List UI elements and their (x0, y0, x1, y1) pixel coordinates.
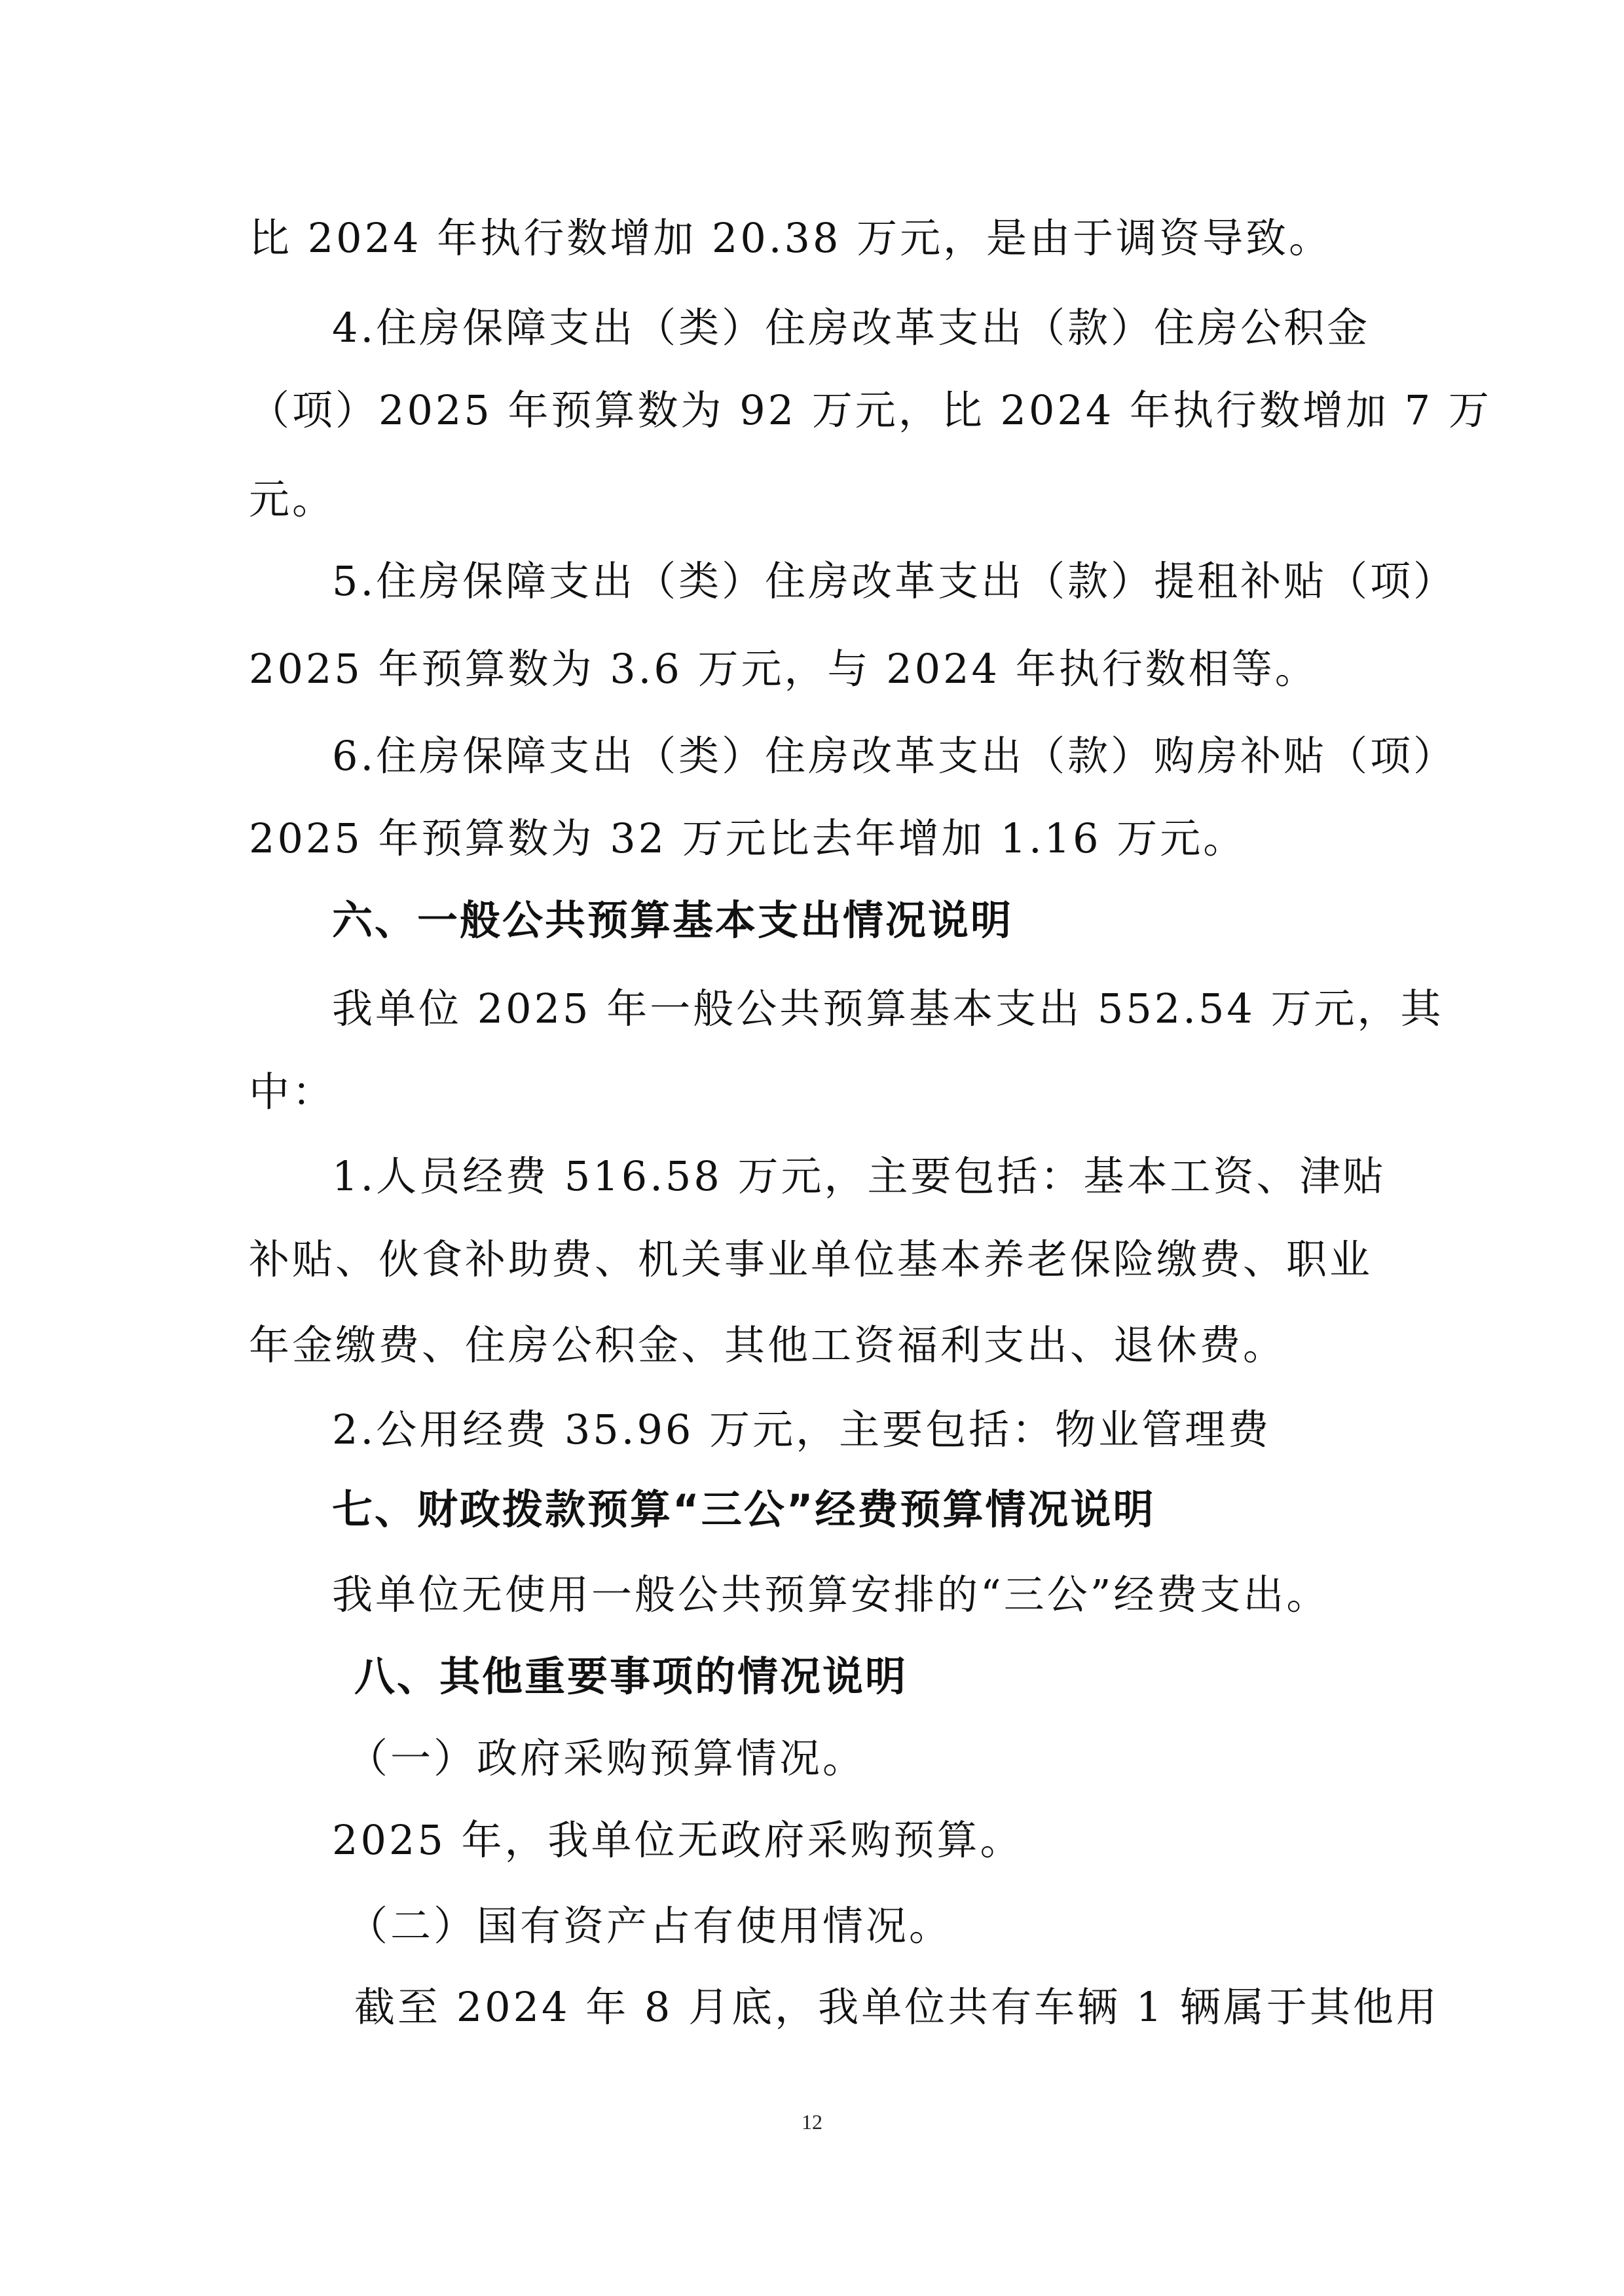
section-heading: 六、一般公共预算基本支出情况说明 (332, 896, 1014, 944)
body-text-line: 年金缴费、住房公积金、其他工资福利支出、退休费。 (249, 1321, 1287, 1369)
body-text-line: （项）2025 年预算数为 92 万元，比 2024 年执行数增加 7 万 (249, 386, 1492, 434)
body-text-line: 5.住房保障支出（类）住房改革支出（款）提租补贴（项） (332, 557, 1457, 605)
body-text-line: 截至 2024 年 8 月底，我单位共有车辆 1 辆属于其他用 (354, 1983, 1439, 2031)
body-text-line: 4.住房保障支出（类）住房改革支出（款）住房公积金 (332, 304, 1371, 352)
body-text-line: 1.人员经费 516.58 万元，主要包括：基本工资、津贴 (332, 1152, 1386, 1200)
body-text-line: 补贴、伙食补助费、机关事业单位基本养老保险缴费、职业 (249, 1235, 1373, 1283)
body-text-line: 元。 (249, 475, 336, 523)
body-text-line: 我单位无使用一般公共预算安排的“三公”经费支出。 (332, 1571, 1330, 1618)
body-text-line: 中： (249, 1068, 336, 1116)
section-heading: 七、财政拨款预算“三公”经费预算情况说明 (332, 1485, 1156, 1533)
page-number: 12 (802, 2110, 822, 2134)
section-heading: 八、其他重要事项的情况说明 (354, 1652, 908, 1700)
body-text-line: 6.住房保障支出（类）住房改革支出（款）购房补贴（项） (332, 732, 1457, 780)
subsection-heading: （一）政府采购预算情况。 (347, 1734, 866, 1782)
body-text-line: 2025 年预算数为 32 万元比去年增加 1.16 万元。 (249, 814, 1247, 862)
subsection-heading: （二）国有资产占有使用情况。 (347, 1902, 953, 1950)
body-text-line: 2025 年，我单位无政府采购预算。 (332, 1816, 1024, 1864)
body-text-line: 比 2024 年执行数增加 20.38 万元，是由于调资导致。 (249, 214, 1333, 262)
body-text-line: 2.公用经费 35.96 万元，主要包括：物业管理费 (332, 1406, 1272, 1453)
body-text-line: 2025 年预算数为 3.6 万元，与 2024 年执行数相等。 (249, 645, 1318, 693)
body-text-line: 我单位 2025 年一般公共预算基本支出 552.54 万元，其 (332, 985, 1444, 1032)
